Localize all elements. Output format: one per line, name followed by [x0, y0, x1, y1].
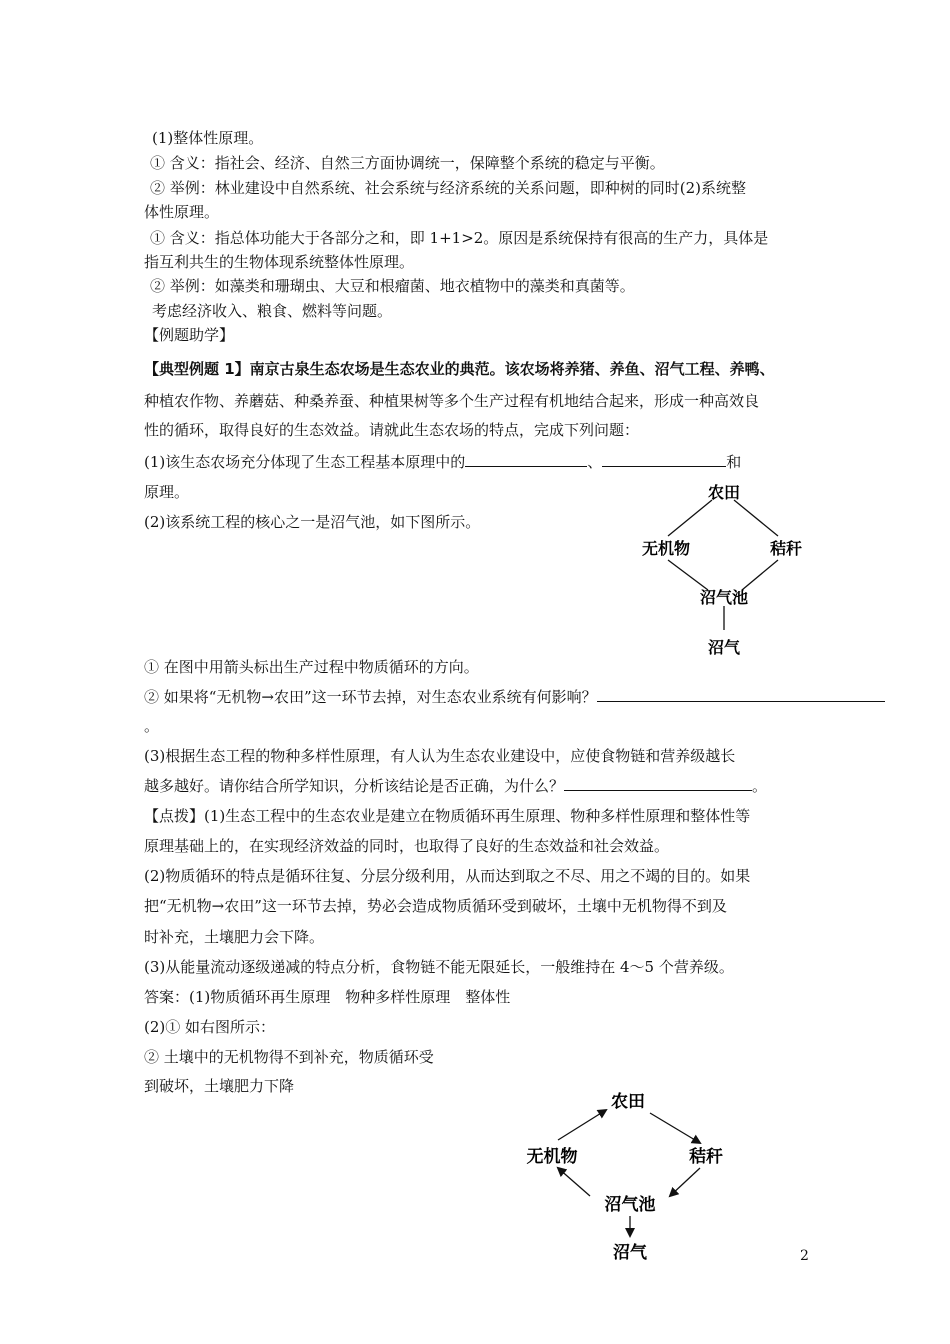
text-line: 指互利共生的生物体现系统整体性原理。: [144, 253, 415, 271]
text-line: (3)从能量流动逐级递减的特点分析，食物链不能无限延长，一般维持在 4～5 个营养级。: [144, 958, 734, 976]
node-farmland: 农田: [611, 1092, 645, 1112]
text-line: ② 举例：林业建设中自然系统、社会系统与经济系统的关系问题，即种树的同时(2)系统整: [150, 179, 747, 197]
text-line: ② 土壤中的无机物得不到补充，物质循环受: [144, 1048, 434, 1066]
question-3b: [144, 776, 767, 796]
text-line: (2)① 如右图所示：: [144, 1018, 276, 1036]
text-line: 时补充，土壤肥力会下降。: [144, 928, 325, 946]
separator: 、: [587, 453, 603, 471]
text-line: 体性原理。: [144, 203, 220, 221]
conjunction: 和: [726, 453, 742, 471]
question-2b: [144, 687, 885, 707]
section-heading: 【例题助学】: [144, 326, 235, 344]
link-line: [742, 560, 778, 590]
answer-line: 答案：(1)物质循环再生原理 物种多样性原理 整体性: [144, 988, 511, 1006]
example-intro: [144, 359, 775, 379]
answer-blank-4[interactable]: [564, 776, 752, 791]
cycle-diagram-answer: [510, 1088, 750, 1268]
node-biogas: 沼气: [613, 1243, 647, 1263]
question-text: 越多越好。请你结合所学知识，分析该结论是否正确，为什么？: [144, 777, 565, 795]
text-line: 。: [144, 717, 160, 735]
answer-blank-2[interactable]: [602, 452, 726, 467]
node-biogas-pit: 沼气池: [604, 1195, 656, 1215]
hint-line: 【点拨】(1)生态工程中的生态农业是建立在物质循环再生原理、物种多样性原理和整体性等: [144, 807, 751, 825]
arrow-straw-to-pit: [670, 1168, 700, 1196]
node-straw: 秸秆: [689, 1147, 723, 1167]
text-line: 考虑经济收入、粮食、燃料等问题。: [152, 302, 393, 320]
period: 。: [752, 777, 768, 795]
node-farmland: 农田: [707, 483, 741, 502]
text-line: 种植农作物、养蘑菇、种桑养蚕、种植果树等多个生产过程有机地结合起来，形成一种高效良: [144, 392, 760, 410]
question-2: (2)该系统工程的核心之一是沼气池，如下图所示。: [144, 513, 481, 531]
arrow-pit-to-inorganic: [558, 1168, 590, 1196]
cycle-diagram-question: [630, 478, 820, 660]
text-line: 到破坏，土壤肥力下降: [144, 1077, 295, 1095]
question-text: ② 如果将“无机物→农田”这一环节去掉，对生态农业系统有何影响？: [144, 688, 597, 706]
page-number: 2: [800, 1248, 809, 1264]
text-line: 性的循环，取得良好的生态效益。请就此生态农场的特点，完成下列问题：: [144, 421, 640, 439]
text-line: ① 含义：指社会、经济、自然三方面协调统一，保障整个系统的稳定与平衡。: [150, 154, 665, 172]
text-line: ① 在图中用箭头标出生产过程中物质循环的方向。: [144, 658, 479, 676]
example-label: 【典型例题 1】南京古泉生态农场是生态农业的典范。该农场将养猪、养鱼、沼气工程、养鸭、: [144, 360, 775, 378]
link-line: [734, 500, 778, 536]
answer-blank-1[interactable]: [465, 452, 587, 467]
node-inorganic: 无机物: [526, 1147, 578, 1167]
answer-blank-3[interactable]: [597, 687, 885, 702]
text-line: ② 举例：如藻类和珊瑚虫、大豆和根瘤菌、地衣植物中的藻类和真菌等。: [150, 277, 635, 295]
text-line: 把“无机物→农田”这一环节去掉，势必会造成物质循环受到破坏，土壤中无机物得不到及: [144, 897, 727, 915]
node-inorganic: 无机物: [641, 539, 691, 558]
link-line: [668, 500, 712, 536]
question-3: (3)根据生态工程的物种多样性原理，有人认为生态农业建设中，应使食物链和营养级越长: [144, 747, 736, 765]
arrow-inorganic-to-farmland: [558, 1110, 606, 1140]
node-biogas-pit: 沼气池: [699, 588, 749, 607]
question-text: (1)该生态农场充分体现了生态工程基本原理中的: [144, 453, 466, 471]
node-straw: 秸秆: [769, 539, 803, 558]
node-biogas: 沼气: [707, 638, 741, 657]
link-line: [668, 560, 708, 590]
text-line: 原理。: [144, 483, 190, 501]
text-line: 原理基础上的，在实现经济效益的同时，也取得了良好的生态效益和社会效益。: [144, 837, 670, 855]
question-1: [144, 452, 741, 472]
text-line: (2)物质循环的特点是循环往复、分层分级利用，从而达到取之不尽、用之不竭的目的。如果: [144, 867, 751, 885]
text-line: (1)整体性原理。: [152, 129, 264, 147]
text-line: ① 含义：指总体功能大于各部分之和，即 1+1>2。原因是系统保持有很高的生产力，具体是: [150, 229, 769, 247]
arrow-farmland-to-straw: [650, 1113, 700, 1143]
